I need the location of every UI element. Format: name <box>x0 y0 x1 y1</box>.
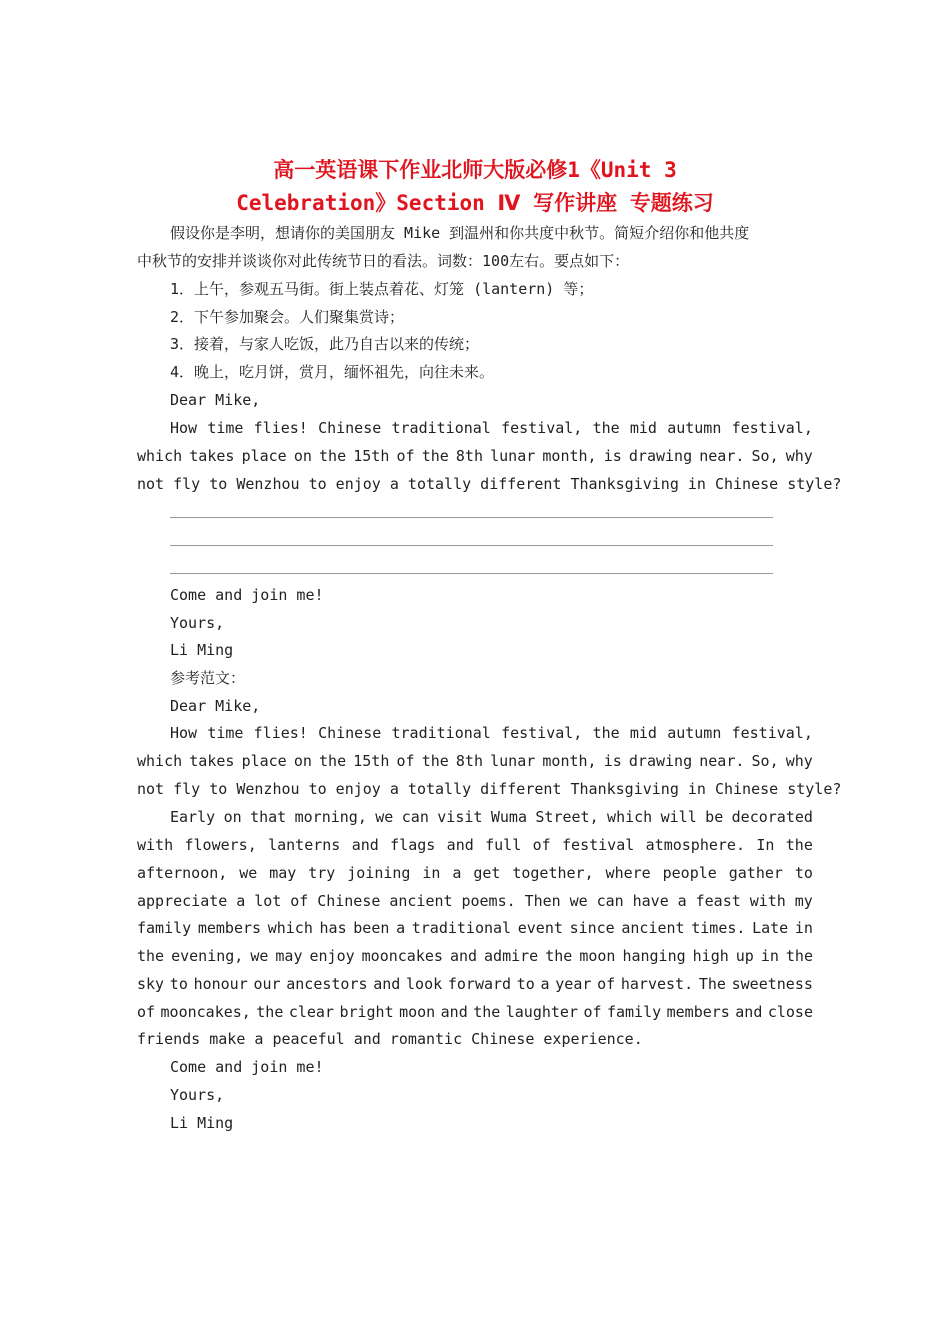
word: on <box>223 808 242 826</box>
word: in <box>794 919 813 937</box>
word: try <box>308 864 336 882</box>
word: So, <box>751 752 779 770</box>
word: get <box>473 864 501 882</box>
word: time <box>207 419 244 437</box>
word: together, <box>512 864 594 882</box>
word: festival, <box>501 724 583 742</box>
word: which <box>267 919 313 937</box>
word: admire <box>484 947 539 965</box>
word: 8th <box>455 752 483 770</box>
word: 8th <box>455 447 483 465</box>
word: with <box>749 892 786 910</box>
word: been <box>353 919 390 937</box>
word: in <box>422 864 441 882</box>
task-point-4: 4．晚上，吃月饼，赏月，缅怀祖先，向往未来。 <box>170 363 495 381</box>
word: the <box>319 752 347 770</box>
word: takes <box>189 752 235 770</box>
word: Wuma <box>490 808 527 826</box>
word: and <box>373 975 401 993</box>
word: the <box>421 447 449 465</box>
word: joining <box>347 864 411 882</box>
word: members <box>197 919 262 937</box>
word: has <box>319 919 347 937</box>
document-title-line2: Celebration》Section Ⅳ 写作讲座 专题练习 <box>236 191 714 215</box>
word: How <box>170 419 198 437</box>
word: festival, <box>501 419 583 437</box>
word: family <box>606 1003 662 1021</box>
word: laughter <box>505 1003 578 1021</box>
word: on <box>293 752 312 770</box>
word: Then <box>524 892 561 910</box>
word: members <box>666 1003 730 1021</box>
word: with <box>137 836 174 854</box>
word: drawing <box>628 752 693 770</box>
word: is <box>603 447 622 465</box>
word: full <box>485 836 522 854</box>
word: close <box>767 1003 813 1021</box>
word: near. <box>699 447 745 465</box>
word: mid <box>629 419 657 437</box>
word: to <box>794 864 813 882</box>
word: and <box>449 947 478 965</box>
task-point-1: 1．上午，参观五马街。街上装点着花、灯笼 (lantern) 等； <box>170 280 594 298</box>
letter-signature: Li Ming <box>170 641 234 659</box>
letter-p1-line2 <box>137 445 813 467</box>
word: 15th <box>353 447 390 465</box>
word: Chinese <box>318 724 382 742</box>
word: which <box>137 752 183 770</box>
word: time <box>207 724 244 742</box>
sample-p1-line3: not fly to Wenzhou to enjoy a totally different Thanksgiving in Chinese style? <box>137 780 842 798</box>
word: ancient <box>389 892 453 910</box>
word: mid <box>629 724 657 742</box>
word: flags <box>390 836 436 854</box>
word: ancestors <box>286 975 368 993</box>
word: family <box>137 919 192 937</box>
word: clear <box>288 1003 334 1021</box>
sample-closing: Come and join me! <box>170 1058 324 1076</box>
word: we <box>239 864 258 882</box>
sample-yours: Yours, <box>170 1086 225 1104</box>
word: sky <box>137 975 165 993</box>
word: enjoy <box>309 947 355 965</box>
task-intro-line2: 中秋节的安排并谈谈你对此传统节日的看法。词数：100左右。要点如下： <box>137 252 630 270</box>
sample-p2-line2 <box>137 834 813 856</box>
document-title-line1: 高一英语课下作业北师大版必修1《Unit 3 <box>273 158 677 182</box>
word: may <box>275 947 303 965</box>
word: and <box>446 836 474 854</box>
sample-signature: Li Ming <box>170 1114 234 1132</box>
sample-p2-line6 <box>137 945 813 967</box>
word: a <box>677 892 687 910</box>
word: be <box>705 808 724 826</box>
word: flowers, <box>184 836 257 854</box>
word: of <box>396 752 415 770</box>
task-intro-line1: 假设你是李明，想请你的美国朋友 Mike 到温州和你共度中秋节。简短介绍你和他共度 <box>170 224 750 242</box>
word: afternoon, <box>137 864 228 882</box>
word: my <box>794 892 813 910</box>
word: forward <box>447 975 512 993</box>
task-point-2: 2．下午参加聚会。人们聚集赏诗； <box>170 308 405 326</box>
sample-p2-line4 <box>137 890 813 912</box>
word: up <box>735 947 754 965</box>
word: of <box>290 892 309 910</box>
word: gather <box>728 864 783 882</box>
word: which <box>137 447 183 465</box>
answer-blank-line-3 <box>170 573 773 574</box>
word: is <box>603 752 622 770</box>
word: the <box>256 1003 284 1021</box>
word: How <box>170 724 198 742</box>
word: 15th <box>353 752 390 770</box>
letter-yours: Yours, <box>170 614 225 632</box>
sample-p2-line8 <box>137 1001 813 1023</box>
word: and <box>440 1003 468 1021</box>
word: that <box>250 808 287 826</box>
word: poems. <box>461 892 516 910</box>
word: month, <box>542 752 597 770</box>
word: have <box>632 892 669 910</box>
word: lunar <box>490 752 536 770</box>
word: a <box>396 919 406 937</box>
word: morning, <box>294 808 367 826</box>
sample-p1-line2 <box>137 750 813 772</box>
word: visit <box>437 808 483 826</box>
sample-p2-line3 <box>137 862 813 884</box>
word: we <box>569 892 588 910</box>
sample-p1-line1 <box>170 722 813 744</box>
word: moon <box>399 1003 436 1021</box>
word: near. <box>699 752 745 770</box>
word: traditional <box>391 419 491 437</box>
word: of <box>532 836 551 854</box>
word: decorated <box>731 808 813 826</box>
word: people <box>662 864 717 882</box>
word: sweetness <box>731 975 813 993</box>
task-point-3: 3．接着，与家人吃饭，此乃自古以来的传统； <box>170 335 480 353</box>
word: flies! <box>253 419 308 437</box>
word: why <box>785 447 813 465</box>
letter-p1-line3: not fly to Wenzhou to enjoy a totally different Thanksgiving in Chinese style? <box>137 475 842 493</box>
word: atmosphere. <box>645 836 745 854</box>
letter-closing: Come and join me! <box>170 586 324 604</box>
word: festival, <box>731 724 813 742</box>
word: year <box>555 975 592 993</box>
word: lanterns <box>268 836 341 854</box>
word: can <box>401 808 429 826</box>
word: can <box>596 892 624 910</box>
word: since <box>569 919 615 937</box>
word: feast <box>695 892 741 910</box>
word: the <box>473 1003 501 1021</box>
word: lunar <box>490 447 536 465</box>
word: autumn <box>667 724 722 742</box>
word: takes <box>189 447 235 465</box>
word: the <box>545 947 573 965</box>
word: our <box>253 975 281 993</box>
word: why <box>785 752 813 770</box>
word: harvest. <box>620 975 694 993</box>
word: traditional <box>411 919 512 937</box>
word: the <box>785 836 813 854</box>
word: autumn <box>667 419 722 437</box>
word: a <box>452 864 462 882</box>
word: will <box>660 808 697 826</box>
sample-p2-line7 <box>137 973 813 995</box>
sample-label: 参考范文： <box>170 669 246 687</box>
word: to <box>169 975 188 993</box>
word: Street, <box>535 808 599 826</box>
word: to <box>516 975 535 993</box>
word: mooncakes, <box>160 1003 251 1021</box>
word: festival <box>562 836 635 854</box>
word: of <box>583 1003 602 1021</box>
word: of <box>137 1003 156 1021</box>
sample-p2-line5 <box>137 917 813 939</box>
word: of <box>597 975 616 993</box>
word: a <box>540 975 550 993</box>
sample-greeting: Dear Mike, <box>170 697 261 715</box>
word: ancient <box>621 919 685 937</box>
letter-p1-line1 <box>170 417 813 439</box>
word: Chinese <box>317 892 381 910</box>
word: and <box>351 836 379 854</box>
word: Early <box>170 808 216 826</box>
word: times. <box>691 919 746 937</box>
word: Chinese <box>318 419 382 437</box>
sample-p2-line1 <box>170 806 813 828</box>
word: festival, <box>731 419 813 437</box>
word: drawing <box>628 447 693 465</box>
word: hanging <box>622 947 686 965</box>
word: the <box>592 419 620 437</box>
answer-blank-line-2 <box>170 545 773 546</box>
word: the <box>421 752 449 770</box>
word: bright <box>339 1003 394 1021</box>
word: the <box>592 724 620 742</box>
word: where <box>605 864 651 882</box>
letter-greeting: Dear Mike, <box>170 391 261 409</box>
word: of <box>396 447 415 465</box>
word: honour <box>193 975 248 993</box>
word: month, <box>542 447 597 465</box>
word: Late <box>752 919 789 937</box>
word: evening, <box>171 947 244 965</box>
word: moon <box>579 947 616 965</box>
word: the <box>785 947 813 965</box>
word: flies! <box>253 724 308 742</box>
word: in <box>760 947 779 965</box>
word: appreciate <box>137 892 228 910</box>
word: on <box>293 447 312 465</box>
word: mooncakes <box>361 947 443 965</box>
word: lot <box>254 892 282 910</box>
answer-blank-line-1 <box>170 517 773 518</box>
word: event <box>517 919 563 937</box>
word: The <box>698 975 726 993</box>
word: we <box>250 947 269 965</box>
word: the <box>137 947 165 965</box>
word: high <box>692 947 729 965</box>
word: and <box>735 1003 763 1021</box>
word: we <box>375 808 394 826</box>
word: a <box>236 892 246 910</box>
word: In <box>756 836 775 854</box>
word: place <box>241 447 287 465</box>
word: place <box>241 752 287 770</box>
word: the <box>319 447 347 465</box>
word: look <box>406 975 443 993</box>
word: may <box>269 864 297 882</box>
word: traditional <box>391 724 491 742</box>
word: So, <box>751 447 779 465</box>
word: which <box>607 808 653 826</box>
sample-p2-line9: friends make a peaceful and romantic Chinese experience. <box>137 1030 643 1048</box>
